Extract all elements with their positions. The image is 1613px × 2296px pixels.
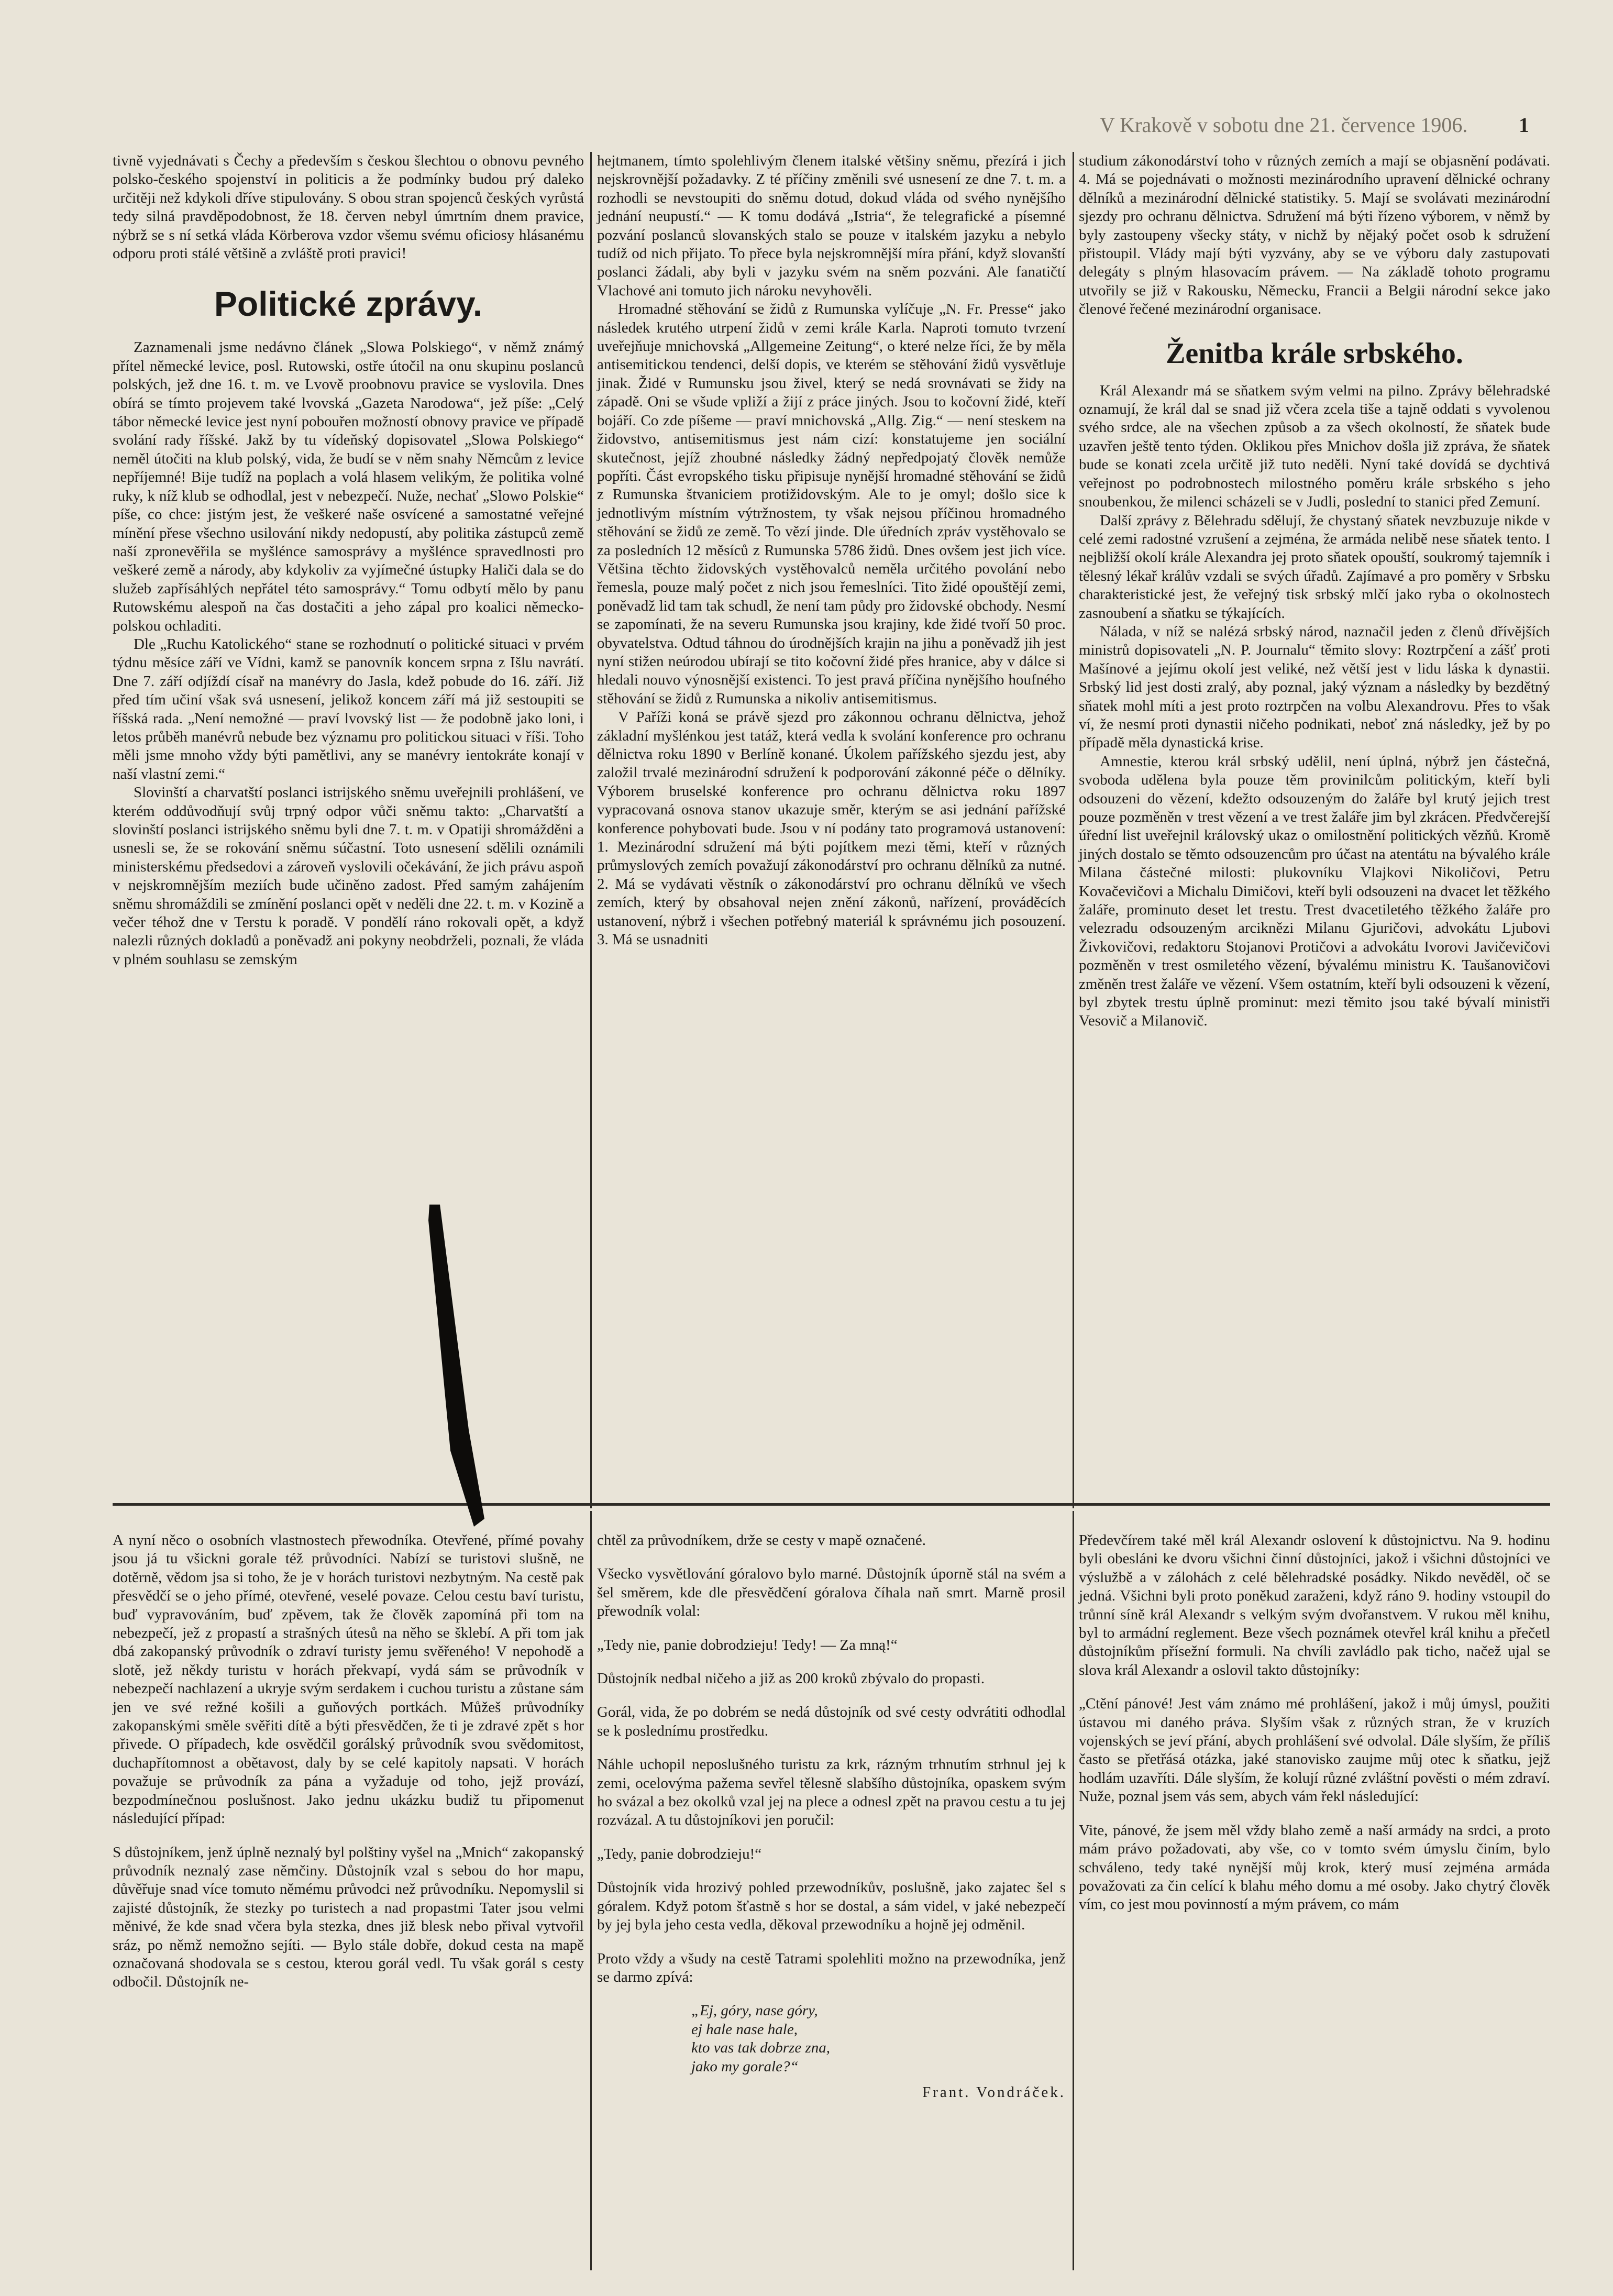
column3-paragraph: Předevčírem také měl král Alexandr oslovení k důstojnictvu. Na 9. hodinu byli obesláni ke dvoru všichni činní důstojníci, jakož i všichni důstojníci ve výslužbě a v zálohách z celé bělehradské posádky. Nikdo nevěděl, oč se jedná. Všichni byli proto poněkud zaraženi, když ráno 9. hodiny vstoupil do trůnní síně král Alexandr s velkým svým dvořanstvem. V rukou měl knihu, byl to armádní reglement. Beze všech poznámek otevřel král knihu a přečetl důstojníkům přísežní formuli. Na chvíli zavládlo pak ticho, načež ujal se slova král Alexandr a oslovil takto důstojníky: [1079,1532,1550,1679]
feuilleton-paragraph: chtěl za průvodníkem, drže se cesty v mapě označené. [597,1532,926,1549]
verse-line: jako my gorale?“ [691,2058,799,2075]
col1-paragraph: Dle „Ruchu Katolického“ stane se rozhodnutí o politické situaci v prvém týdnu měsíce září ve Vídni, kamž se panovník koncem srpna z Išlu navrátí. Dne 7. září odjíždí císař na manévry do Jasla, kdež pobude do 16. září. Již před tím učiní však svá usnesení, jelikož koncem září má již sestoupiti se říšská rada. „Není nemožné — praví lvovský list — že podobně jako loni, i letos průběh manévrů nebude bez významu pro politickou situaci v říši. Toho měli jsme mnoho vždy býti pamětlivi, any se manévry ientokráte konají v naší vlastní zemi.“ [113,635,584,782]
feuilleton-paragraph: Důstojník vida hrozivý pohled przewodníkův, poslušně, jako zajatec šel s góralem. Když potom šťastně s hor se dostal, a sám videl, v jaké nebezpečí by jej byla jeho cesta vedla, děkoval przewodníku a hojně jej odměnil. [597,1879,1066,1934]
col1-paragraph: Slovinští a charvatští poslanci istrijského sněmu uveřejnili prohlášení, ve kterém oddůvodňují svůj trpný odpor vůči sněmu takto: „Charvatští a slovinští poslanci istrijského sněmu byli dne 7. t. m. v Opatiji shromážděni a usnesli se, že se rokování sněmu súčastní. Toto usnesení sdělili oznámili ministerskému předsedovi a zároveň vyslovili očekávání, že jich právu aspoň v nejskromnějším meziích bude učiněno zadost. Před samým zahájením sněmu shromáždili se zmínění poslanci opět v neděli dne 22. t. m. v Kozině a večer téhož dne v Terstu k poradě. V pondělí ráno rokovali opět, a když nalezli různých dokladů a poněvadž ani pokyny neobdrželi, poznali, že vláda v plném souhlasu se zemským [113,784,584,968]
header-dateline: V Krakově v sobotu dne 21. července 1906. [1100,113,1468,137]
page-header [105,113,1550,139]
feuilleton-column-3 [1079,1516,1550,1929]
feuilleton-paragraph: S důstojníkem, jenž úplně neznalý byl polštiny vyšel na „Mnich“ zakopanský průvodník neznalý zase němčiny. Důstojník vzal s sebou do hor mapu, důvěřuje snad více tomuto němému průvodci než průvodníku. Nepomyslil si zajisté důstojník, že stezky po turistech a nad propastmi Tater jsou velmi měnivé, že kde snad včera byla stezka, dnes již blesk nebo přival vytvořil sráz, po němž nemožno sejíti. — Bylo stále dobře, dokud cesta na mapě označovaná shodovala se s cestou, kterou gorál vedl. Tu však gorál s cesty odbočil. Důstojník ne- [113,1844,584,1991]
author-signature: Frant. Vondráček. [922,2083,1066,2101]
feuilleton-paragraph: A nyní něco o osobních vlastnostech přewodníka. Otevřené, přímé povahy jsou já tu všickni gorale též průvodníci. Nabízí se turistovi slušně, ne dotěrně, vědom jsa si toho, že je v horách turistovi nezbytným. Na cestě pak přesvědčí se o jeho přímé, otevřené, veselé povaze. Celou cestu baví turistu, buď vypravováním, buď zpěvem, tak že člověk zapomíná při tom na nebezpečí, jež z propastí a strašných útesů na něho se šklebí. A při tom jak dbá zakopanský průvodník o zdraví turisty jemu svěřeného! V nepohodě a slotě, jež někdy turistu v horách překvapí, vydá sám se průvodník v nebezpečí nachlazení a ukryje svým serdakem i cuchou turistu a zůstane sám jen ve své režné košili a guňových portkách. Můžeš průvodníky zakopanskými směle svěřiti dítě a býti přesvědčen, že ti je zdravé zpět s hor přivede. O případech, kde osvědčil gorálský průvodník svou svědomitost, duchapřítomnost a obětavost, daly by se celé kapitoly napsati. V horách považuje se průvodník za pána a vyžaduje od toho, jejž provází, bezpodmínečnou poslušnost. Jako jednu ukázku budiž tu připomenut následující případ: [113,1532,584,1827]
feuilleton-column-2 [597,1516,1066,2102]
col3-paragraph: Nálada, v níž se nalézá srbský národ, naznačil jeden z členů dřívějších ministrů dopisovateli „N. P. Journalu“ těmito slovy: Roztrpčení a zášť proti Mašínové a jejímu okolí jest veliké, než větší jest v lidu láska k dynastii. Srbský lid jest dosti zralý, aby poznal, jaký význam a následky by bezdětný sňatek mohl míti a jest proto roztrpčen na volbu Alexandrovu. Přes to však ví, že nesmí proti dynastii ničeho podnikati, neboť zná následky, jež by po případě měla dynastická krise. [1079,623,1550,752]
column-rule-2 [1073,152,1074,1508]
feuilleton-quote: „Tedy, panie dobrodzieju!“ [597,1845,762,1862]
feuilleton-paragraph: Důstojník nedbal ničeho a již as 200 kroků zbývalo do propasti. [597,1670,985,1687]
column-3 [1079,152,1550,1031]
bottom-rule-1 [590,1511,592,2270]
page-number: 1 [1519,113,1529,137]
col1-paragraph: Zaznamenali jsme nedávno článek „Slowa Polskiego“, v němž známý přítel německé levice, posl. Rutowski, ostře útočil na onu skupinu poslanců polských, jež dne 16. t. m. ve Lvově proobnovu pravice se vyslovila. Dnes obírá se tímto projevem také lvovská „Gazeta Narodowa“, jež píše: „Celý tábor německé levice jest nyní pobouřen možností obnovy pravice ve případě svolání rady říšské. Jakž by tu vídeňský dopisovatel „Slowa Polskiego“ neměl útočiti na klub polský, vida, že budí se v něm snahy Němcům z levice nepříjemné! Bije tudíž na poplach a volá hlasem velikým, že politika volné ruky, k níž klub se odhodlal, jest v nebezpečí. Nuže, nechať „Slowo Polskie“ píše, co chce: jistým jest, že veškeré naše osvícené a samostatné veřejné mínění přese všechno usilování nikdy nedopustí, aby politika zástupců země naší zpronevěřila se myšlénce samosprávy a myšlénce spravedlnosti pro veškeré země a národy, aby kdykoliv za vyjímečné ústupky Haliči dala se do služeb zapřísáhlých nepřátel této samosprávy.“ Tomu odbytí mělo by panu Rutowskému alespoň na čas dostačiti a jeho zápal pro koalici německo-polskou ochladiti. [113,339,584,634]
bottom-rule-2 [1073,1511,1074,2270]
col3-paragraph: studium zákonodárství toho v různých zemích a mají se objasnění podávati. 4. Má se pojednávati o možnosti mezinárodního upravení dělnické ochrany dělníků a mezinárodní dělnické statistiky. 5. Mají se svolávati mezinárodní sjezdy pro ochranu dělnictva. Sdružení má býti řízeno výborem, v němž by byly zastoupeny všecky státy, v nichž by nějaký počet osob k sdružení přistoupil. Vlády mají býti vyzvány, aby se ve výboru daly zastupovati delegáty s plným hlasovacím právem. — Na základě tohoto programu utvořily se již v Rakousku, Německu, Francii a Belgii národní sekce jako členové řečené mezinárodní organisace. [1079,152,1550,318]
feuilleton-rule [113,1503,1550,1506]
verse-line: „Ej, góry, nase góry, [691,2002,818,2019]
feuilleton-paragraph: Gorál, vida, že po dobrém se nedá důstojník od své cesty odvrátiti odhodlal se k poslednímu prostředku. [597,1704,1066,1739]
section-heading-political-news: Politické zprávy. [214,284,483,324]
column-2 [597,152,1066,949]
col3-paragraph: Král Alexandr má se sňatkem svým velmi na pilno. Zprávy bělehradské oznamují, že král dal se snad již včera zcela tiše a tajně oddati s vyvolenou svého srdce, ale na všechen způsob a za všech okolností, že sňatek bude uzavřen ještě tento týden. Oklikou přes Mnichov došla již zpráva, že sňatek bude se konati zcela určitě již tuto neděli. Nyní také dovídá se dychtivá veřejnost po podrobnostech milostného poměru krále srbského s jeho snoubenkou, že milenci scházeli se v Judli, poslední to stanici před Zemuní. [1079,382,1550,511]
verse-line: ej hale nase hale, [691,2021,798,2038]
col3-paragraph: Amnestie, kterou král srbský udělil, není úplná, nýbrž jen částečná, svoboda udělena byla pouze těm provinilcům politickým, kteří byli odsouzeni do vězení, kdežto odsouzeným do žaláře byl krutý jejich trest pouze pozměněn v trest vězení a ve trest žaláře jim byl zkrácen. Předvčerejší úřední list uveřejnil královský ukaz o omilostnění politických vězňů. Kromě jiných dostalo se těmto odsouzencům pro účast na atentátu na bývalého krále Milana částečné milosti: plukovníku Vlajkovi Nikoličovi, Petru Kovačevičovi a Michalu Dimičovi, kteří byli odsouzeni na dvacet let těžkého žaláře, prominuto deset let trestu. Trest dvacetiletého těžkého žaláře pro velezradu odsouzeným arciknězi Milanu Gjuričovi, advokátu Ljubovi Živkovičovi, redaktoru Stojanovi Protičovi a advokátu Ivorovi Javičevičovi pozměněn v trest osmiletého vězení, bývalému ministru K. Taušanovičovi změněn trest žaláře ve vězení. Všem ostatním, kteří byli odsouzeni k vězení, byl zbytek trestu úplně prominut: mezi těmito jsou také bývalí ministři Vesovič a Milanovič. [1079,753,1550,1030]
col2-paragraph: hejtmanem, tímto spolehlivým členem italské většiny sněmu, přezírá i jich nejskrovnější požadavky. Z té příčiny změnili své usnesení ze dne 7. t. m. a rozhodli se nevstoupiti do sněmu dotud, dokud vláda od svého nynějšího jednání neupustí.“ — K tomu dodává „Istria“, že telegrafické a písemné pozvání poslanců slovanských stalo se pouze v italském jazyku a nebylo tudíž od nich přijato. To přece byla nejskromnější míra přání, když slovanští poslanci žádali, aby byli v jazyku svém na sněm pozváni. Ale fanatičtí Vlachové ani tomuto jich nároku nevyhověli. [597,152,1066,299]
col2-paragraph: V Paříži koná se právě sjezd pro zákonnou ochranu dělnictva, jehož základní myšlénkou jest tatáž, která vedla k svolání konference pro ochranu dělnictva roku 1890 v Berlíně konané. Úkolem pařížského sjezdu jest, aby založil trvalé mezinárodní sdružení k podporování zákonné péče o dělníky. Výborem bruselské konference pro ochranu dělnictva roku 1897 vypracovaná osnova stanov ukazuje směr, kterým se asi jednání pařížské konference pohybovati bude. Jsou v ní podány tato programová ustanovení: 1. Mezinárodní sdružení má býti pojítkem mezi těmi, kteří v různých průmyslových zemích považují zákonodárství pro ochranu dělníků za nutné. 2. Má se vydávati věstník o zákonodárství pro ochranu dělníků ve všech zemích, který by obsahoval nejen znění zákonů, nařízení, prováděcích ustanovení, nýbrž i všechen potřebný materiál k správnému jich posouzení. 3. Má se usnadniti [597,709,1066,948]
column3-paragraph: „Ctění pánové! Jest vám známo mé prohlášení, jakož i můj úmysl, použiti ústavou mi daného práva. Slyším však z různých stran, že v kruzích vojenských se jeví přání, abych prohlášení své odvolal. Dále slyším, že příliš často se přetřásá otázka, jaké stanovisko zaujme můj otec k sňatku, jejž hodlám uzavříti. Dále slyším, že kolují různé zvláštní pověsti o mém zdraví. Nuže, poznal jsem vás sem, abych vám řekl následující: [1079,1695,1550,1805]
feuilleton-quote: „Tedy nie, panie dobrodzieju! Tedy! — Za mną!“ [597,1636,898,1653]
feuilleton-paragraph: Náhle uchopil neposlušného turistu za krk, rázným trhnutím strhnul jej k zemi, ocelovýma pažema sevřel tělesně slabšího důstojníka, opaskem svým ho svázal a bez okolků vzal jej na plece a odnesl zpět na pravou cestu a tu jej rozvázal. A tu důstojníkovi jen poručil: [597,1756,1066,1829]
feuilleton-column-1 [113,1516,584,2007]
ink-stroke-mark [419,1205,487,1529]
feuilleton-paragraph: Proto vždy a všudy na cestě Tatrami spolehliti možno na przewodníka, jenž se darmo zpívá: [597,1950,1066,1985]
col3-paragraph: Další zprávy z Bělehradu sdělují, že chystaný sňatek nevzbuzuje nikde v celé zemi radostné vzrušení a zejména, že armáda nelibě nese sňatek tento. I nejbližší okolí krále Alexandra jej proto sňatek opouští, soukromý tajemník i tělesný lékař králův vzdali se svých úřadů. Zajímavé a pro poměry v Srbsku charakteristické jest, že veřejný tisk srbský mlčí jako ryba o okolnostech zasnoubení a sňatku se týkajících. [1079,512,1550,622]
col2-paragraph: Hromadné stěhování se židů z Rumunska vylíčuje „N. Fr. Presse“ jako následek krutého utrpení židů v zemi krále Karla. Naproti tomuto tvrzení uveřejňuje mnichovská „Allgemeine Zeitung“, o které nelze říci, že by měla antisemitickou tendenci, delší dopis, ve kterém se stěhování židů vysvětluje jinak. Židé v Rumunsku jsou živel, který se nedá srovnávati se židy na západě. Oni se všude vpliží a žijí z práce jiných. Jsou to kočovní židé, kteří bojáří. Co zde píšeme — praví mnichovská „Allg. Zig.“ — není steskem na židovstvo, antisemitismus jest nám cizí: konstatujeme jen sociální skutečnost, jejíž zhoubné následky žádný nepředpojatý člověk nemůže popříti. Část evropského tisku připisuje nynější hromadné stěhování se židů z Rumunska štvaniciem protižidovským. Ale to je omyl; došlo sice k jednotlivým místním výtržnostem, ty však nejsou příčinou hromadného stěhování se židů ze země. To vězí jinde. Dle úředních zpráv vystěhovalo se za posledních 12 měsíců z Rumunska 5786 židů. Dnes ovšem jest jich více. Většina těchto židovských vystěhovalců neměla určitého povolání nebo řemesla, pouze malý počet z nich jsou řemeslníci. Tito židé opouštějí zemi, poněvadž lid tam tak schudl, že není tam půdy pro židovské obchody. Nesmí se zapomínati, že na severu Rumunska jsou krajiny, kde židé tvoří 50 proc. obyvatelstva. Odtud táhnou do úrodnějších krajin na jihu a poněvadž jih jest nyní stižen neúrodou ubírají se tito kočovní židé přes hranice, aby v dálce si hledali nouvo výnosnější existenci. To jest pravá příčina nynějšího houfného stěhování se židů z Rumunska a nikoliv antisemitismus. [597,301,1066,707]
section-heading-serbian-king: Ženitba krále srbského. [1166,337,1463,370]
feuilleton-paragraph: Všecko vysvětlování góralovo bylo marné. Důstojník úporně stál na svém a šel směrem, kde dle přesvědčení góralova číhala naň smrt. Marně prosil přewodník volal: [597,1565,1066,1620]
col1-intro: tivně vyjednávati s Čechy a především s českou šlechtou o obnovu pevného polsko-českého spojenství in politicis a že podmínky budou prý daleko určitěji než kdykoli dříve stipulovány. S obou stran spojenců českých vyrůstá tedy silná pravděpodobnost, že 18. červen nebyl úmrtním dnem pravice, nýbrž se s ní setká vláda Körberova vzdor všemu svému oficiosy hlásanému odporu proti stálé většině a zvláště proti pravici! [113,152,584,262]
column3-paragraph: Vite, pánové, že jsem měl vždy blaho země a naší armády na srdci, a proto mám právo požadovati, aby vše, co v tomto svém úmyslu činím, bylo schváleno, tedy také nynější můj krok, který musí zejména armáda považovati za čin celící k blahu mého domu a mé osoby. Jako chytrý člověk vím, co jest mou povinností a mým právem, co mám [1079,1822,1550,1913]
column-1 [113,152,584,969]
column-rule-1 [590,152,592,1508]
verse-line: kto vas tak dobrze zna, [691,2039,830,2057]
folk-verse [691,2002,1066,2076]
